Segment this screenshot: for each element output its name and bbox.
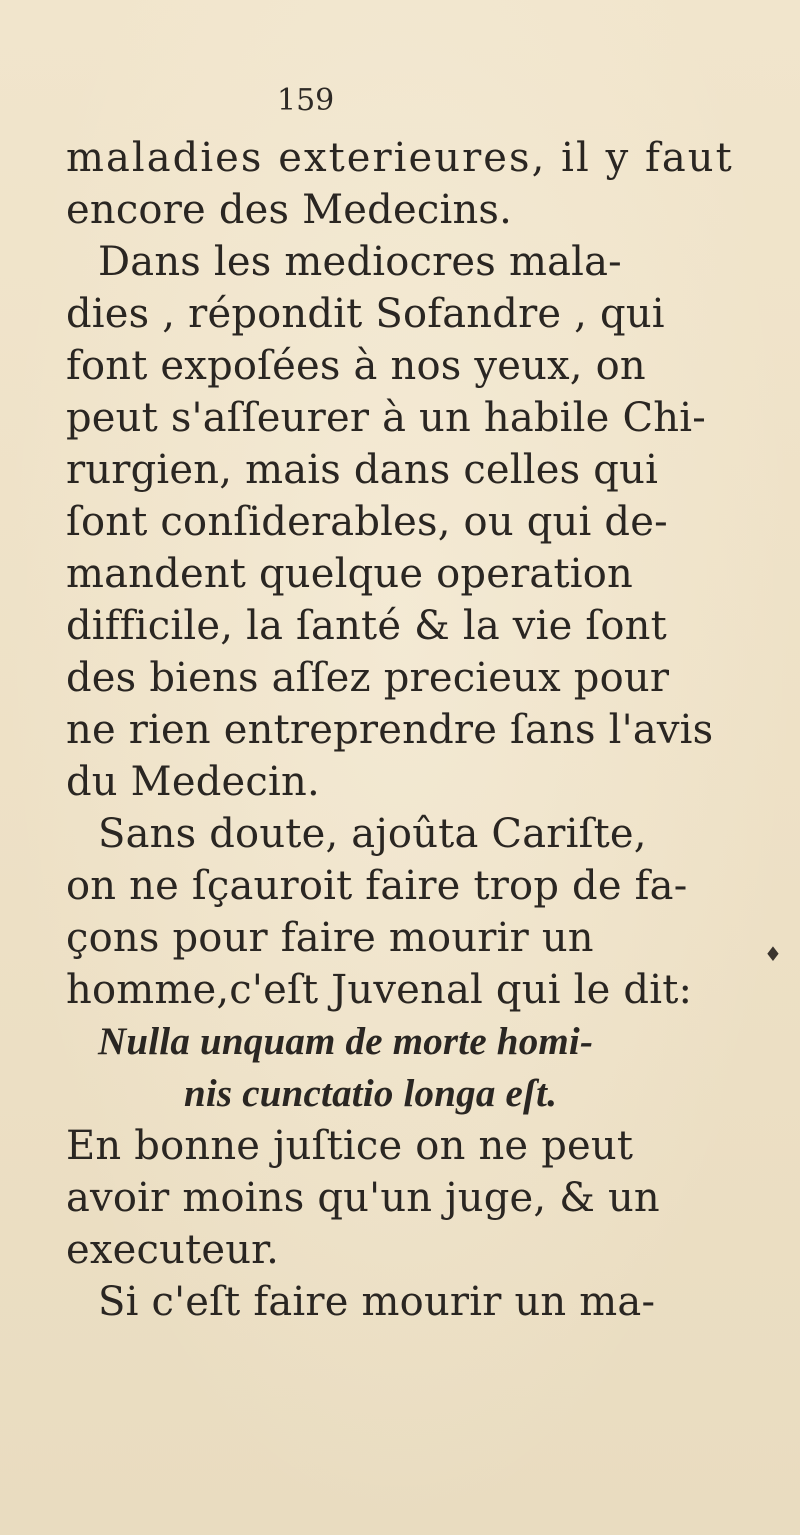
page-number: 159 [277, 83, 335, 118]
text-line-8: ſont conſiderables, ou qui de- [66, 499, 668, 545]
text-line-19: avoir moins qu'un juge, & un [66, 1175, 660, 1221]
text-line-10: difficile, la ſanté & la vie ſont [66, 603, 667, 649]
quotation-line-2: nis cunctatio longa eſt. [184, 1072, 558, 1115]
text-line-15: on ne ſçauroit faire trop de fa- [66, 863, 688, 909]
text-line-3: Dans les mediocres mala- [98, 239, 622, 285]
text-line-14: Sans doute, ajoûta Cariſte, [98, 811, 647, 857]
text-line-16: çons pour faire mourir un [66, 915, 594, 961]
margin-mark: ♦ [764, 942, 782, 966]
text-line-12: ne rien entreprendre ſans l'avis [66, 707, 714, 753]
text-line-21: Si c'eſt faire mourir un ma- [98, 1279, 656, 1325]
text-line-5: font expoſées à nos yeux, on [66, 343, 646, 389]
text-line-7: rurgien, mais dans celles qui [66, 447, 659, 493]
text-line-11: des biens aſſez precieux pour [66, 655, 670, 701]
text-line-20: executeur. [66, 1227, 280, 1273]
text-line-1: maladies exterieures, il y faut [66, 135, 734, 181]
text-line-17: homme,c'eſt Juvenal qui le dit: [66, 967, 693, 1013]
text-line-6: peut s'aſſeurer à un habile Chi- [66, 395, 706, 441]
text-line-9: mandent quelque operation [66, 551, 633, 597]
text-line-18: En bonne juſtice on ne peut [66, 1123, 634, 1169]
text-line-2: encore des Medecins. [66, 187, 513, 233]
quotation-line-1: Nulla unquam de morte homi- [98, 1020, 594, 1063]
text-line-4: dies , répondit Sofandre , qui [66, 291, 665, 337]
text-line-13: du Medecin. [66, 759, 320, 805]
